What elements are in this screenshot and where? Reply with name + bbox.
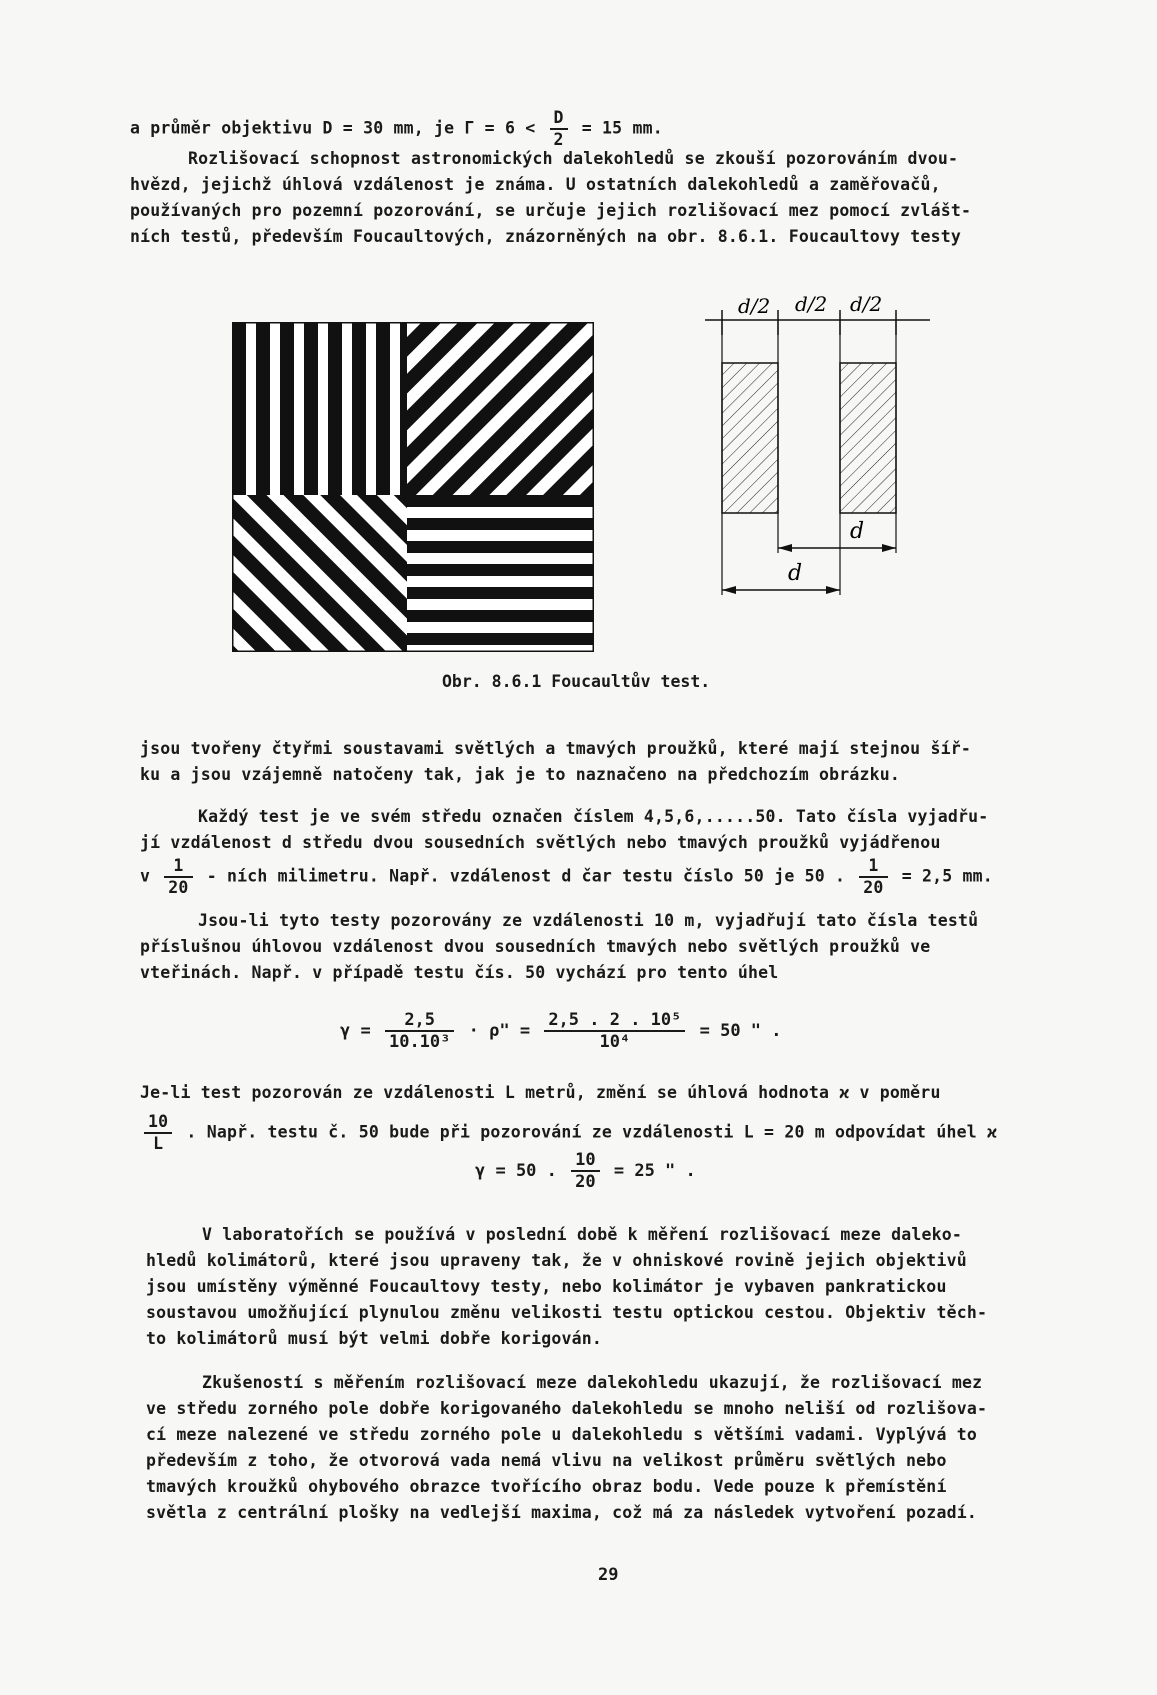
para2-line-1: jsou tvořeny čtyřmi soustavami světlých a tmavých proužků, které mají stejnou šíř- <box>140 739 971 758</box>
formula2-num: 10 <box>571 1150 599 1172</box>
para4-line-1: Jsou-li tyto testy pozorovány ze vzdálenosti 10 m, vyjadřují tato čísla testů <box>198 911 979 930</box>
para3-line-3 <box>140 856 993 898</box>
dim-label-3: d/2 <box>850 295 883 316</box>
formula-angle-gamma <box>340 1010 782 1052</box>
intro-frac-den: 2 <box>553 130 564 149</box>
para3-line-3-c: = 2,5 mm. <box>901 866 993 886</box>
formula2-rhs: = 25 " . <box>613 1161 696 1181</box>
para6-line-5: to kolimátorů musí být velmi dobře korigován. <box>146 1329 603 1348</box>
para1-line-1: Rozlišovací schopnost astronomických dalekohledů se zkouší pozorováním dvou- <box>188 149 959 168</box>
para3-fraction-1 <box>164 856 192 898</box>
intro-text-b: = 15 mm. <box>581 118 663 138</box>
para1-line-2: hvězd, jejichž úhlová vzdálenost je známa. U ostatních dalekohledů a zaměřovačů, <box>130 175 941 194</box>
para6-line-3: jsou umístěny výměnné Foucaultovy testy, nebo kolimátor je vybaven pankratickou <box>146 1277 947 1296</box>
para3-frac2-num: 1 <box>859 856 887 878</box>
formula1-f1-den: 10.10³ <box>388 1032 451 1052</box>
para7-line-3: cí meze nalezené ve středu zorného pole u dalekohledu s většími vadami. Vyplývá to <box>146 1425 977 1444</box>
para5-line-2 <box>140 1112 997 1154</box>
intro-fraction <box>550 108 568 150</box>
hatched-stripe-right <box>840 363 896 513</box>
para3-frac2-den: 20 <box>863 878 884 897</box>
para4-line-3: vteřinách. Např. v případě testu čís. 50 vychází pro tento úhel <box>140 963 779 982</box>
para5-line-2-text: . Např. testu č. 50 bude při pozorování ze vzdálenosti L = 20 m odpovídat úhel ϰ <box>186 1122 998 1142</box>
para3-frac1-num: 1 <box>164 856 192 878</box>
para7-line-1: Zkušeností s měřením rozlišovací meze dalekohledu ukazují, že rozlišovací mez <box>202 1373 983 1392</box>
hatched-stripe-left <box>722 363 778 513</box>
para3-line-3-b: - ních milimetru. Např. vzdálenost d čar testu číslo 50 je 50 . <box>206 866 846 886</box>
formula2-den: 20 <box>575 1172 596 1192</box>
formula1-rhs: = 50 " . <box>699 1021 782 1041</box>
para6-line-4: soustavou umožňující plynulou změnu velikosti testu optickou cestou. Objektiv těch- <box>146 1303 988 1322</box>
para4-line-2: příslušnou úhlovou vzdálenost dvou sousedních tmavých nebo světlých proužků ve <box>140 937 931 956</box>
para6-line-1: V laboratořích se používá v poslední době k měření rozlišovací meze daleko- <box>202 1225 963 1244</box>
para3-line-1: Každý test je ve svém středu označen číslem 4,5,6,.....50. Tato čísla vyjadřu- <box>198 807 989 826</box>
formula-angle-gamma-20m <box>475 1150 696 1192</box>
stripe-dimension-diagram <box>700 295 935 640</box>
foucault-test-pattern <box>232 322 594 652</box>
para3-line-3-a: v <box>140 866 151 886</box>
dim-label-2: d/2 <box>795 295 828 316</box>
formula2-lhs: γ = 50 . <box>475 1161 557 1181</box>
formula1-f1-num: 2,5 <box>385 1010 454 1032</box>
para7-line-4: především z toho, že otvorová vada nemá vlivu na velikost průměru světlých nebo <box>146 1451 947 1470</box>
intro-text-a: a průměr objektivu D = 30 mm, je Γ = 6 < <box>130 118 536 138</box>
para3-fraction-2 <box>859 856 887 898</box>
formula1-f2-num: 2,5 . 2 . 10⁵ <box>544 1010 685 1032</box>
intro-frac-num: D <box>550 108 568 130</box>
formula1-fraction-2 <box>544 1010 685 1052</box>
para5-frac-den: L <box>153 1134 164 1153</box>
para7-line-6: světla z centrální plošky na vedlejší maxima, což má za následek vytvoření pozadí. <box>146 1503 977 1522</box>
figure-caption: Obr. 8.6.1 Foucaultův test. <box>442 672 711 691</box>
para3-line-2: jí vzdálenost d středu dvou sousedních světlých nebo tmavých proužků vyjádřenou <box>140 833 941 852</box>
dim-label-d-lower: d <box>788 561 803 586</box>
para6-line-2: hledů kolimátorů, které jsou upraveny tak, že v ohniskové rovině jejich objektivů <box>146 1251 967 1270</box>
para7-line-5: tmavých kroužků ohybového obrazce tvořícího obraz bodu. Vede pouze k přemístění <box>146 1477 947 1496</box>
intro-line <box>130 108 663 150</box>
para7-line-2: ve středu zorného pole dobře korigovaného dalekohledu se mnoho neliší od rozlišova- <box>146 1399 988 1418</box>
formula1-f2-den: 10⁴ <box>599 1032 631 1052</box>
para1-line-3: používaných pro pozemní pozorování, se určuje jejich rozlišovací mez pomocí zvlášt- <box>130 201 972 220</box>
page-number: 29 <box>598 1565 619 1585</box>
formula1-fraction-1 <box>385 1010 454 1052</box>
dim-label-d-upper: d <box>850 519 865 544</box>
formula1-lhs: γ = <box>340 1021 371 1041</box>
para2-line-2: ku a jsou vzájemně natočeny tak, jak je to naznačeno na předchozím obrázku. <box>140 765 901 784</box>
formula2-fraction <box>571 1150 599 1192</box>
dim-label-1: d/2 <box>738 295 771 318</box>
para5-line-1: Je-li test pozorován ze vzdálenosti L metrů, změní se úhlová hodnota ϰ v poměru <box>140 1083 941 1102</box>
para5-frac-num: 10 <box>144 1112 172 1134</box>
formula1-mid: · ρ" = <box>468 1021 531 1041</box>
para1-line-4: ních testů, především Foucaultových, znázorněných na obr. 8.6.1. Foucaultovy testy <box>130 227 961 246</box>
para3-frac1-den: 20 <box>168 878 189 897</box>
para5-fraction <box>144 1112 172 1154</box>
